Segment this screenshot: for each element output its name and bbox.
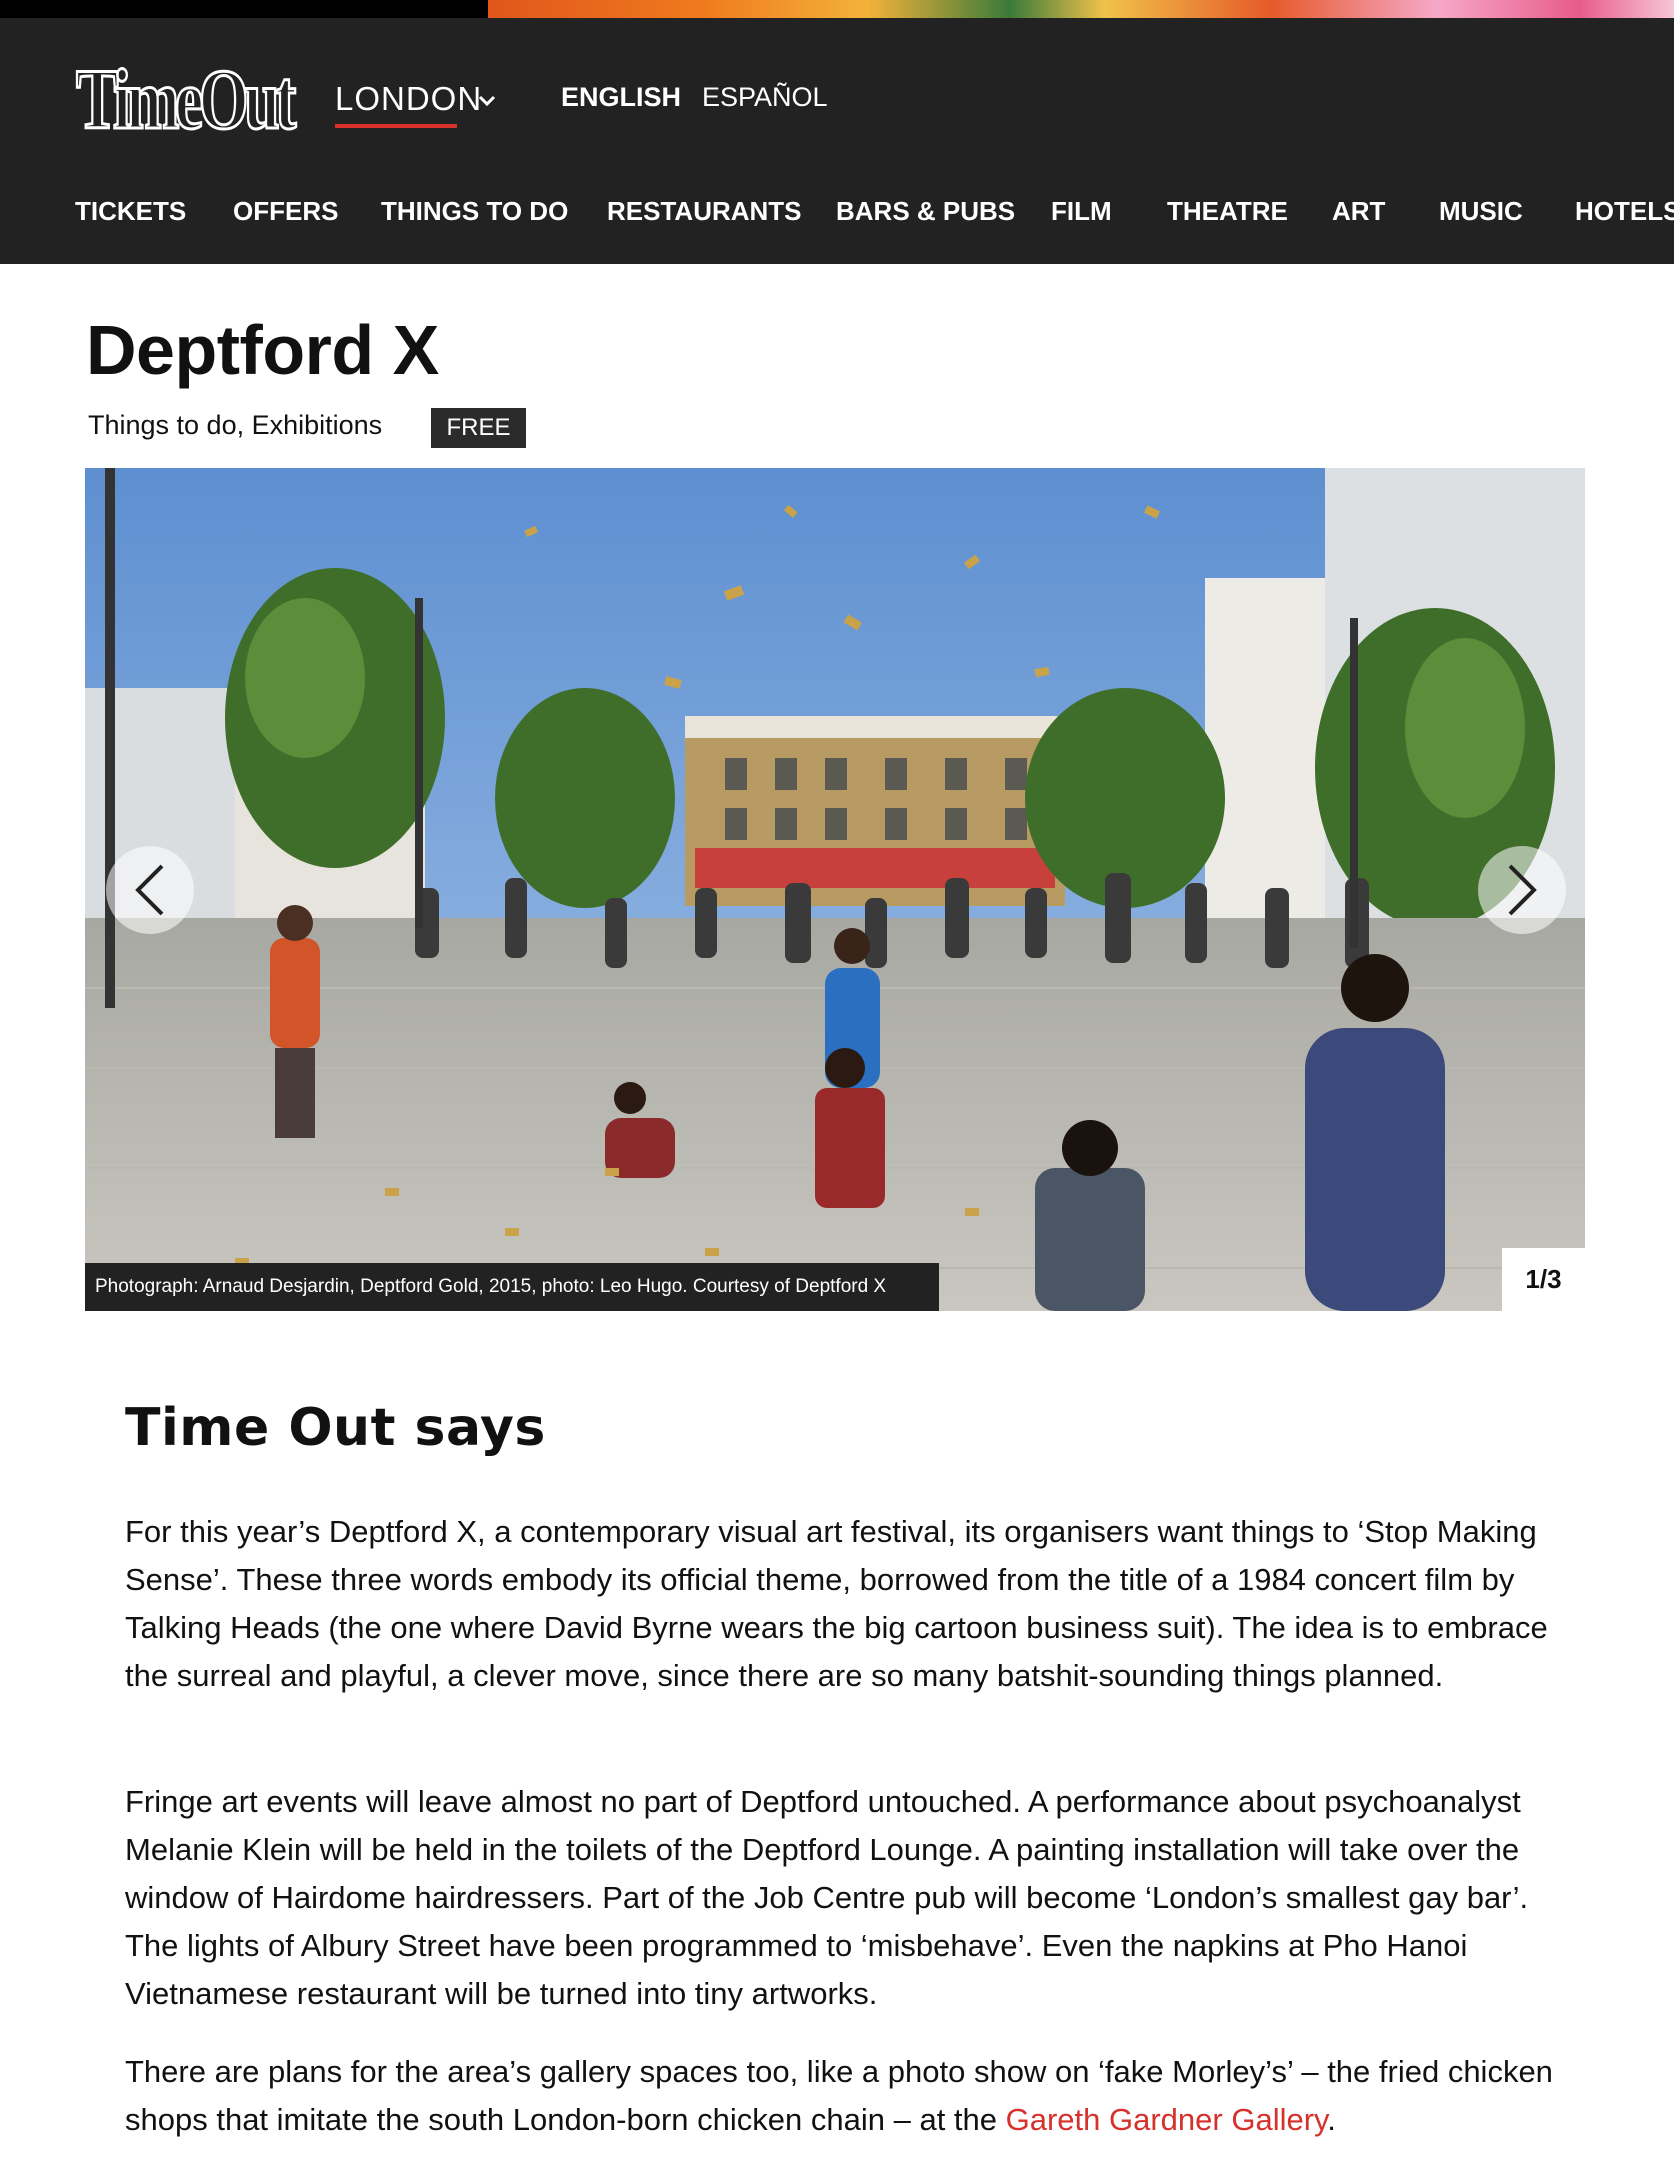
chevron-right-icon <box>1502 862 1542 918</box>
gallery-next-button[interactable] <box>1478 846 1566 934</box>
category-links[interactable]: Things to do, Exhibitions <box>88 410 383 440</box>
top-banner <box>0 0 1674 18</box>
review-paragraph-2: Fringe art events will leave almost no part of Deptford untouched. A performance about psychoanalyst Melanie Klein will be held in the toilets of the Deptford Lounge. A painting installation will take over the window of Hairdome hairdressers. Part of the Job Centre pub will become ‘London’s smallest gay bar’. The lights of Albury Street have been programmed to ‘misbehave’. Even the napkins at Pho Hanoi Vietnamese restaurant will be turned into tiny artworks. <box>125 1784 1529 2011</box>
photo-caption: Photograph: Arnaud Desjardin, Deptford Gold, 2015, photo: Leo Hugo. Courtesy of Deptford X <box>85 1263 939 1311</box>
site-header <box>0 18 1680 264</box>
nav-music[interactable]: MUSIC <box>1439 196 1523 226</box>
logo-text: TimeOut <box>76 51 297 147</box>
page-title: Deptford X <box>86 311 439 389</box>
nav-tickets[interactable]: TICKETS <box>75 196 187 226</box>
gareth-gardner-gallery-link[interactable]: Gareth Gardner Gallery <box>1005 2102 1328 2137</box>
city-underline <box>335 124 457 128</box>
nav-hotels[interactable]: HOTELS <box>1575 196 1680 226</box>
language-english[interactable]: ENGLISH <box>561 82 682 112</box>
price-badge: FREE <box>431 408 526 448</box>
review-paragraph-3-end: . <box>1327 2102 1336 2137</box>
timeout-logo[interactable] <box>74 51 297 147</box>
nav-film[interactable]: FILM <box>1051 196 1112 226</box>
review-paragraph-1: For this year’s Deptford X, a contemporary visual art festival, its organisers want things to ‘Stop Making Sense’. These three words embody its official theme, borrowed from the title of a 1984 concert film by Talking Heads (the one where David Byrne wears the big cartoon business suit). The idea is to embrace the surreal and playful, a clever move, since there are so many batshit-sounding things planned. <box>125 1514 1548 1693</box>
banner-ad-image[interactable] <box>488 0 1674 18</box>
review-paragraph-3 <box>125 2048 1565 2144</box>
nav-offers[interactable]: OFFERS <box>233 196 339 226</box>
review-heading: Time Out says <box>125 1398 546 1458</box>
main-nav <box>0 196 1680 240</box>
chevron-down-icon[interactable] <box>478 92 496 110</box>
gallery-counter: 1/3 <box>1502 1248 1585 1311</box>
review-paragraph-3-text: There are plans for the area’s gallery spaces too, like a photo show on ‘fake Morley’s’ – the fried chicken shops that imitate the south London-born chicken chain – at the <box>125 2054 1553 2137</box>
gallery-prev-button[interactable] <box>106 846 194 934</box>
nav-theatre[interactable]: THEATRE <box>1167 196 1288 226</box>
city-selector[interactable]: LONDON <box>335 80 483 117</box>
nav-bars-pubs[interactable]: BARS & PUBS <box>836 196 1016 226</box>
chevron-left-icon <box>130 862 170 918</box>
photo-illustration <box>85 468 1585 1311</box>
language-espanol[interactable]: ESPAÑOL <box>702 82 828 112</box>
gallery-photo[interactable] <box>85 468 1585 1311</box>
nav-art[interactable]: ART <box>1332 196 1386 226</box>
nav-restaurants[interactable]: RESTAURANTS <box>607 196 802 226</box>
nav-things-to-do[interactable]: THINGS TO DO <box>381 196 569 226</box>
